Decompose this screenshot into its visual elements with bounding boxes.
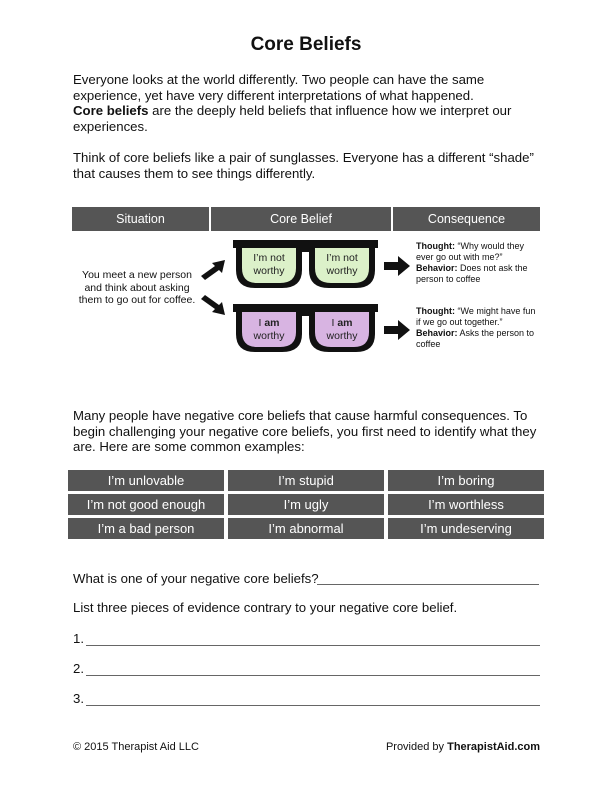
page-title: Core Beliefs	[250, 34, 362, 55]
question-evidence: List three pieces of evidence contrary to your negative core belief.	[73, 600, 458, 615]
copyright: © 2015 Therapist Aid LLC	[73, 741, 199, 753]
intro-line2-rest: are the deeply held beliefs that influence how we interpret our experiences.	[73, 103, 512, 134]
example-cell: I’m a bad person	[68, 518, 224, 539]
arrow-icon-to-glasses-2	[201, 295, 225, 315]
example-cell: I’m boring	[388, 470, 544, 491]
thought-label: Thought:	[416, 306, 455, 316]
lens-text-left-worthy: worthy	[253, 330, 285, 342]
behavior-text: Asks the person to coffee	[416, 328, 535, 349]
svg-text:I am	[331, 317, 352, 329]
arrow-icon-to-consequence-1	[384, 256, 410, 276]
sunglasses-not-worthy	[233, 240, 378, 288]
evidence-number-3: 3.	[73, 691, 84, 706]
example-cell: I’m ugly	[228, 494, 384, 515]
negative-beliefs-paragraph: Many people have negative core beliefs that cause harmful consequences. To begin challenging your negative core beliefs, you first need to identify what they are. Here are some common examples:	[73, 408, 537, 455]
evidence-number-1: 1.	[73, 631, 84, 646]
behavior-label: Behavior:	[416, 263, 458, 273]
example-cell: I’m not good enough	[68, 494, 224, 515]
thought-label: Thought:	[416, 241, 455, 251]
behavior-text: Does not ask the person to coffee	[416, 263, 528, 284]
answer-line-evidence-1[interactable]	[86, 645, 540, 646]
question-negative-belief: What is one of your negative core beliefs?	[73, 571, 319, 586]
example-cell: I’m worthless	[388, 494, 544, 515]
header-core-belief: Core Belief	[211, 207, 391, 231]
header-consequence: Consequence	[393, 207, 540, 231]
lens-text-right-am: am	[337, 317, 353, 329]
situation-text: You meet a new person and think about asking them to go out for coffee.	[78, 269, 196, 306]
provided-by	[386, 741, 540, 753]
lens-text-right-worthy: worthy	[326, 330, 358, 342]
provided-by-text: Provided by	[385, 741, 448, 753]
example-cell: I’m undeserving	[388, 518, 544, 539]
example-cell: I’m unlovable	[68, 470, 224, 491]
header-situation: Situation	[72, 207, 209, 231]
answer-line-belief[interactable]	[317, 584, 539, 585]
lens-text-left-i: I	[258, 317, 265, 329]
svg-text:I am	[258, 317, 279, 329]
lens-text-left-2: worthy	[253, 265, 285, 277]
consequence-2	[416, 306, 540, 350]
lens-text-right-i: I	[331, 317, 338, 329]
evidence-number-2: 2.	[73, 661, 84, 676]
arrow-icon-to-glasses-1	[201, 260, 225, 280]
sunglasses-paragraph: Think of core beliefs like a pair of sunglasses. Everyone has a different “shade” that causes them to see things differently.	[73, 150, 534, 181]
lens-text-right-1: I’m not	[326, 252, 358, 264]
sunglasses-am-worthy	[233, 304, 378, 352]
core-beliefs-bold: Core beliefs	[73, 103, 149, 119]
lens-text-left-am: am	[264, 317, 280, 329]
arrow-icon-to-consequence-2	[384, 320, 410, 340]
behavior-label: Behavior:	[416, 328, 458, 338]
answer-line-evidence-3[interactable]	[86, 705, 540, 706]
example-cell: I’m abnormal	[228, 518, 384, 539]
consequence-1	[416, 241, 540, 285]
lens-text-left-1: I’m not	[253, 252, 285, 264]
intro-line1: Everyone looks at the world differently. Two people can have the same experience, yet have very different interpretations of what happened.	[73, 72, 485, 103]
answer-line-evidence-2[interactable]	[86, 675, 540, 676]
thought-text: “Why would they ever go out with me?”	[416, 241, 525, 262]
example-cell: I’m stupid	[228, 470, 384, 491]
thought-text: “We might have fun if we go out together.”	[416, 306, 536, 327]
brand-link[interactable]: TherapistAid.com	[447, 741, 540, 753]
lens-text-right-2: worthy	[326, 265, 358, 277]
